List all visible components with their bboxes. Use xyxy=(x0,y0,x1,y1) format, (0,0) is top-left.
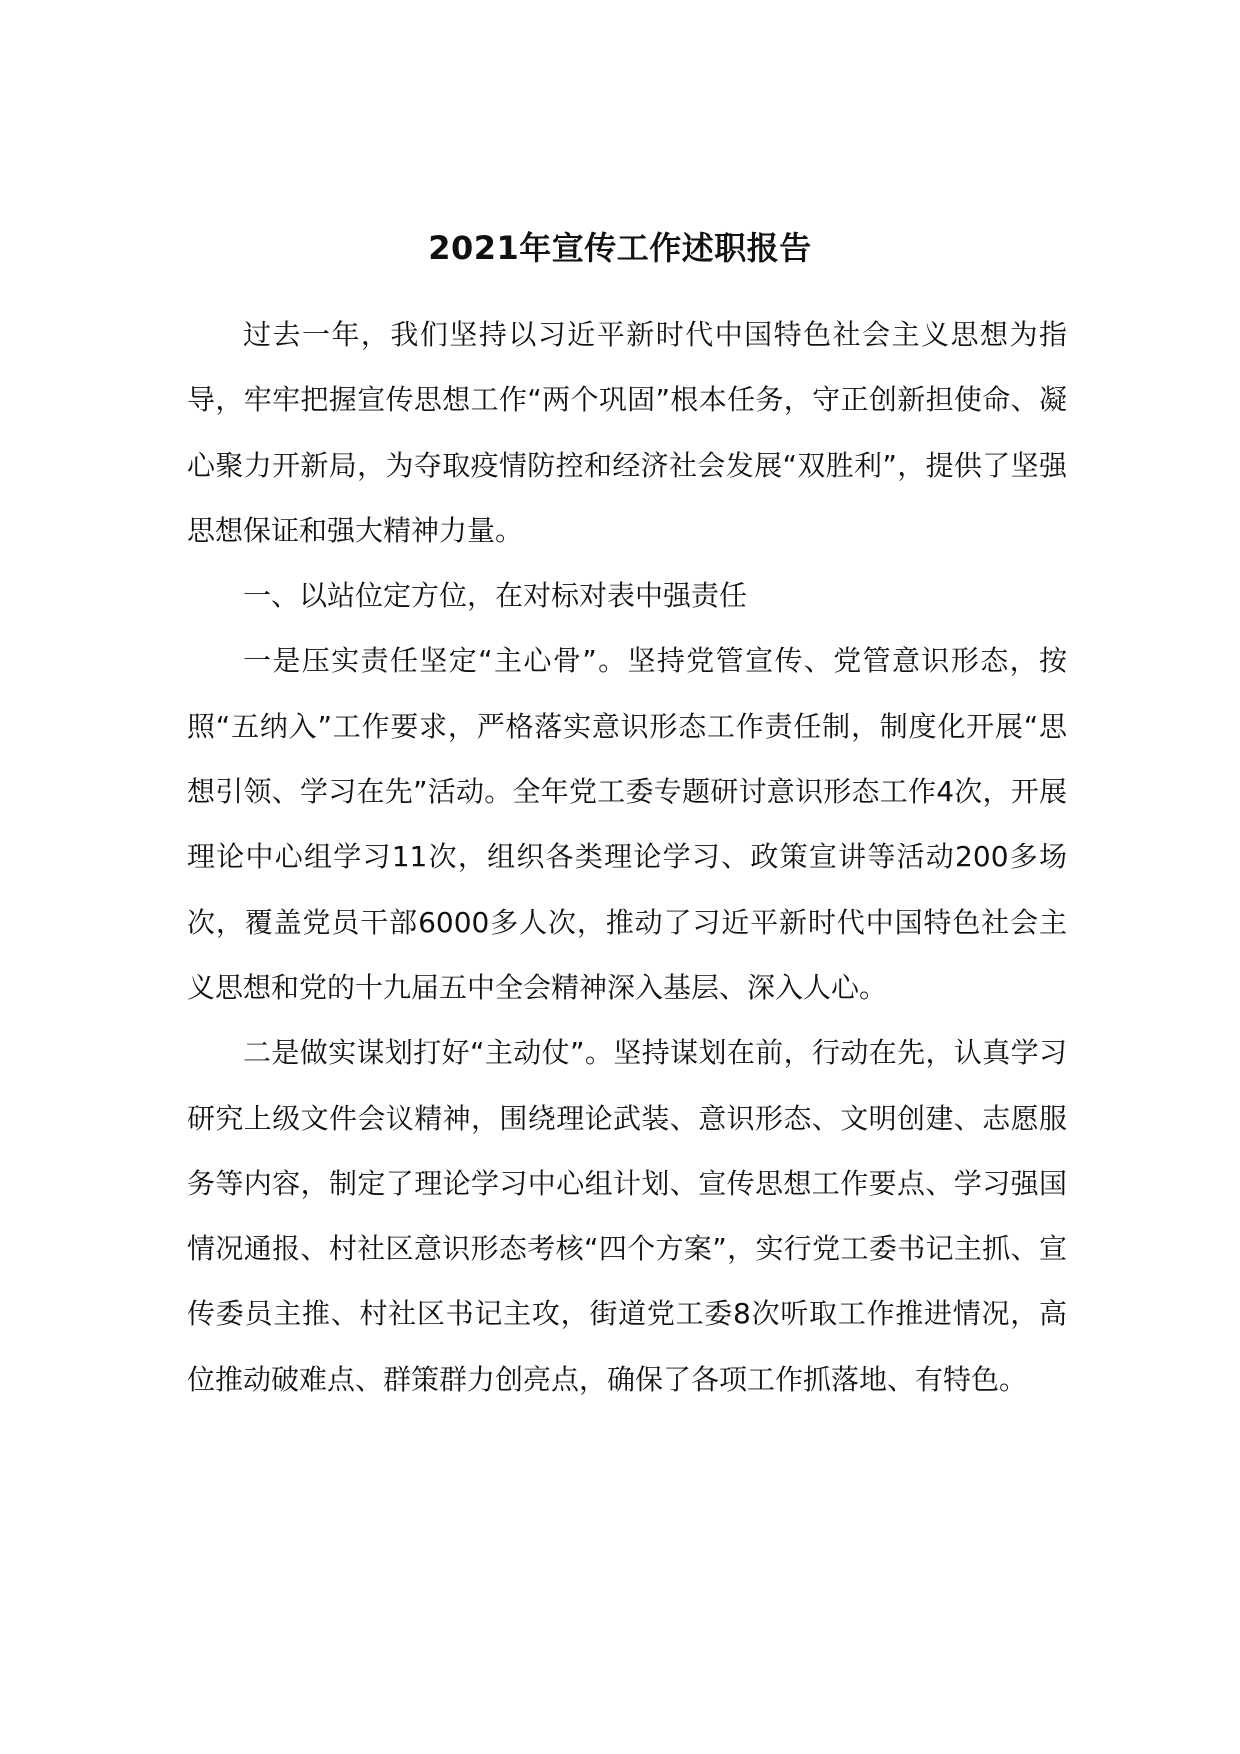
paragraph-intro: 过去一年，我们坚持以习近平新时代中国特色社会主义思想为指导，牢牢把握宣传思想工作“两个巩固”根本任务，守正创新担使命、凝心聚力开新局，为夺取疫情防控和经济社会发展“双胜利”，提供了坚强思想保证和强大精神力量。 xyxy=(187,318,1067,547)
paragraph-planning: 二是做实谋划打好“主动仗”。坚持谋划在前，行动在先，认真学习研究上级文件会议精神，围绕理论武装、意识形态、文明创建、志愿服务等内容，制定了理论学习中心组计划、宣传思想工作要点、学习强国情况通报、村社区意识形态考核“四个方案”，实行党工委书记主抓、宣传委员主推、村社区书记主攻，街道党工委8次听取工作推进情况，高位推动破难点、群策群力创亮点，确保了各项工作抓落地、有特色。 xyxy=(187,1036,1067,1396)
paragraph-responsibility: 一是压实责任坚定“主心骨”。坚持党管宣传、党管意识形态，按照“五纳入”工作要求，严格落实意识形态工作责任制，制度化开展“思想引领、学习在先”活动。全年党工委专题研讨意识形态工作4次，开展理论中心组学习11次，组织各类理论学习、政策宣讲等活动200多场次，覆盖党员干部6000多人次，推动了习近平新时代中国特色社会主义思想和党的十九届五中全会精神深入基层、深入人心。 xyxy=(187,644,1067,1004)
section-heading-1: 一、以站位定方位，在对标对表中强责任 xyxy=(243,579,748,613)
document-body xyxy=(187,302,1067,1412)
document-title: 2021年宣传工作述职报告 xyxy=(428,229,812,268)
